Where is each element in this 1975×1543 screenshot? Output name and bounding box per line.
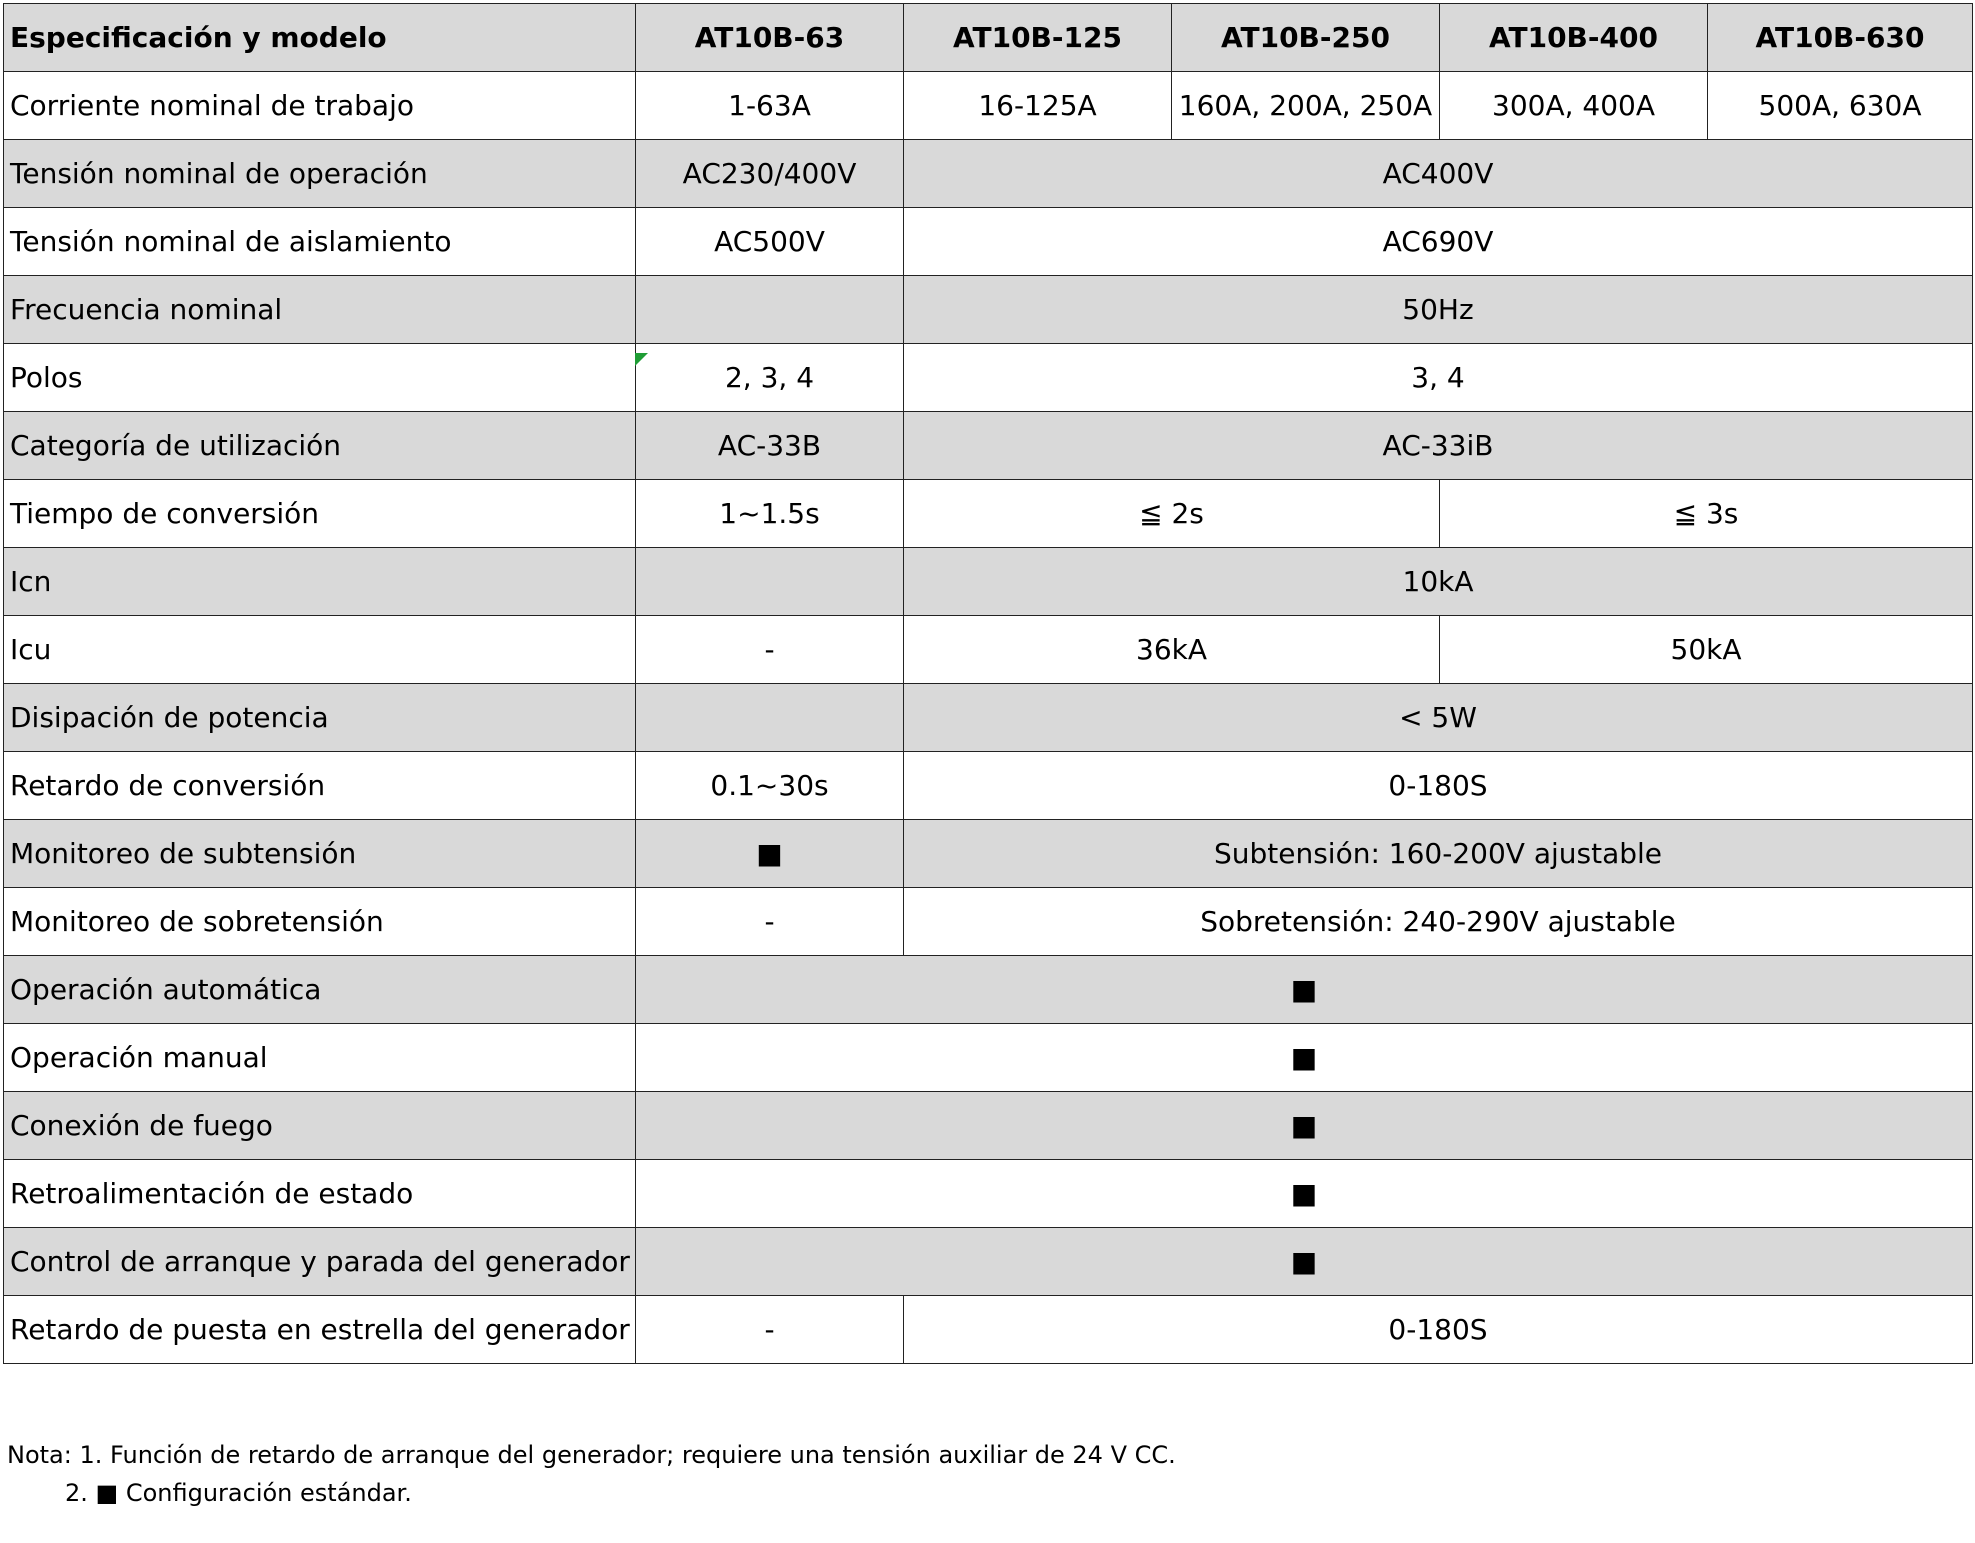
row-label: Retroalimentación de estado xyxy=(4,1160,636,1228)
table-cell: - xyxy=(636,888,904,956)
table-row xyxy=(4,684,1973,752)
table-cell: 1-63A xyxy=(636,72,904,140)
row-label: Retardo de puesta en estrella del generador xyxy=(4,1296,636,1364)
row-label: Tiempo de conversión xyxy=(4,480,636,548)
table-cell: 0-180S xyxy=(904,752,1973,820)
row-label: Icu xyxy=(4,616,636,684)
table-header-row xyxy=(4,4,1973,72)
table-row xyxy=(4,1296,1973,1364)
row-label: Retardo de conversión xyxy=(4,752,636,820)
table-cell: 0-180S xyxy=(904,1296,1973,1364)
table-row xyxy=(4,72,1973,140)
standard-mark: ■ xyxy=(636,1228,1973,1296)
spec-table xyxy=(3,3,1973,1364)
model-header: AT10B-400 xyxy=(1440,4,1708,72)
table-row xyxy=(4,1160,1973,1228)
table-cell: AC-33iB xyxy=(904,412,1973,480)
row-label: Control de arranque y parada del generador xyxy=(4,1228,636,1296)
table-cell: ≦ 2s xyxy=(904,480,1440,548)
table-cell: 0.1~30s xyxy=(636,752,904,820)
standard-mark: ■ xyxy=(636,956,1973,1024)
table-row xyxy=(4,752,1973,820)
row-label: Monitoreo de subtensión xyxy=(4,820,636,888)
table-cell: 2, 3, 4 xyxy=(636,344,904,412)
table-row xyxy=(4,276,1973,344)
table-cell: 50Hz xyxy=(904,276,1973,344)
table-cell: 300A, 400A xyxy=(1440,72,1708,140)
table-cell: 10kA xyxy=(904,548,1973,616)
table-cell: 500A, 630A xyxy=(1708,72,1973,140)
row-label: Monitoreo de sobretensión xyxy=(4,888,636,956)
table-cell: - xyxy=(636,616,904,684)
row-label: Categoría de utilización xyxy=(4,412,636,480)
table-row xyxy=(4,1024,1973,1092)
row-label: Icn xyxy=(4,548,636,616)
model-header: AT10B-63 xyxy=(636,4,904,72)
row-label: Operación automática xyxy=(4,956,636,1024)
row-label: Tensión nominal de operación xyxy=(4,140,636,208)
table-cell xyxy=(636,276,904,344)
table-cell: AC400V xyxy=(904,140,1973,208)
table-cell: AC690V xyxy=(904,208,1973,276)
row-label: Polos xyxy=(4,344,636,412)
table-row xyxy=(4,820,1973,888)
table-cell: 3, 4 xyxy=(904,344,1973,412)
table-cell xyxy=(636,548,904,616)
row-label: Frecuencia nominal xyxy=(4,276,636,344)
table-row xyxy=(4,480,1973,548)
table-cell: 50kA xyxy=(1440,616,1973,684)
table-cell: 1~1.5s xyxy=(636,480,904,548)
table-row xyxy=(4,956,1973,1024)
footnote-1: Nota: 1. Función de retardo de arranque del generador; requiere una tensión auxiliar de 24 V CC. xyxy=(7,1441,1176,1469)
table-row xyxy=(4,888,1973,956)
table-cell: AC230/400V xyxy=(636,140,904,208)
model-header: AT10B-125 xyxy=(904,4,1172,72)
table-row xyxy=(4,548,1973,616)
cell-corner-marker xyxy=(635,353,648,366)
footnote-2: 2. ■ Configuración estándar. xyxy=(65,1479,412,1507)
table-row xyxy=(4,344,1973,412)
table-cell: 16-125A xyxy=(904,72,1172,140)
row-label: Corriente nominal de trabajo xyxy=(4,72,636,140)
standard-mark: ■ xyxy=(636,820,904,888)
table-row xyxy=(4,616,1973,684)
table-row xyxy=(4,412,1973,480)
standard-mark: ■ xyxy=(636,1092,1973,1160)
row-label: Disipación de potencia xyxy=(4,684,636,752)
table-row xyxy=(4,1092,1973,1160)
table-cell xyxy=(636,684,904,752)
table-row xyxy=(4,1228,1973,1296)
standard-mark: ■ xyxy=(636,1024,1973,1092)
table-cell: < 5W xyxy=(904,684,1973,752)
table-cell: 160A, 200A, 250A xyxy=(1172,72,1440,140)
footnotes xyxy=(7,1436,1176,1512)
table-row xyxy=(4,140,1973,208)
table-cell: ≦ 3s xyxy=(1440,480,1973,548)
model-header: AT10B-630 xyxy=(1708,4,1973,72)
table-cell: - xyxy=(636,1296,904,1364)
row-label: Conexión de fuego xyxy=(4,1092,636,1160)
table-row xyxy=(4,208,1973,276)
row-label: Tensión nominal de aislamiento xyxy=(4,208,636,276)
table-cell: AC500V xyxy=(636,208,904,276)
row-label: Operación manual xyxy=(4,1024,636,1092)
header-label: Especificación y modelo xyxy=(4,4,636,72)
table-cell: AC-33B xyxy=(636,412,904,480)
standard-mark: ■ xyxy=(636,1160,1973,1228)
model-header: AT10B-250 xyxy=(1172,4,1440,72)
table-cell: Sobretensión: 240-290V ajustable xyxy=(904,888,1973,956)
table-cell: Subtensión: 160-200V ajustable xyxy=(904,820,1973,888)
table-cell: 36kA xyxy=(904,616,1440,684)
